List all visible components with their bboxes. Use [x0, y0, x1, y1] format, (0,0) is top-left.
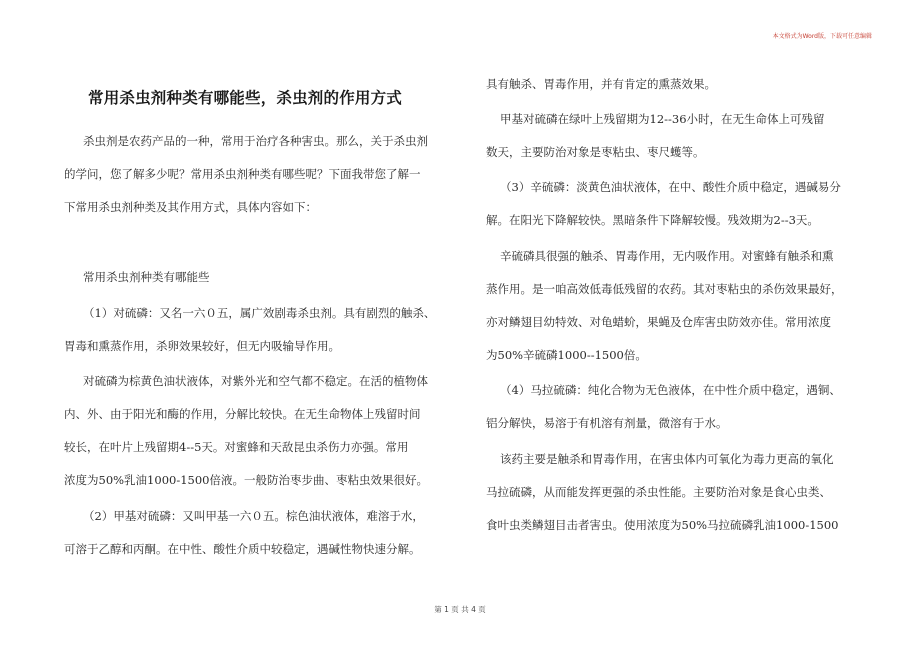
- paragraph-line: （4）马拉硫磷：纯化合物为无色液体，在中性介质中稳定，遇铜、: [500, 383, 841, 397]
- paragraph-line: 铝分解快，易溶于有机溶有剂量，微溶有于水。: [486, 416, 728, 430]
- paragraph-line: 辛硫磷具很强的触杀、胃毒作用，无内吸作用。对蜜蜂有触杀和熏: [500, 249, 834, 263]
- paragraph-line: （3）辛硫磷：淡黄色油状液体，在中、酸性介质中稳定，遇碱易分: [500, 180, 841, 194]
- paragraph-line: 可溶于乙醇和丙酮。在中性、酸性介质中较稳定，遇碱性物快速分解。: [64, 542, 421, 556]
- paragraph-line: 胃毒和熏蒸作用，杀卵效果较好，但无内吸输导作用。: [64, 339, 340, 353]
- paragraph-line: 对硫磷为棕黄色油状液体，对紫外光和空气都不稳定。在活的植物体: [83, 374, 428, 388]
- paragraph-line: 杀虫剂是农药产品的一种，常用于治疗各种害虫。那么，关于杀虫剂: [83, 134, 428, 148]
- paragraph-line: 数天，主要防治对象是枣粘虫、枣尺蠖等。: [486, 145, 705, 159]
- paragraph-line: 食叶虫类鳞翅目击者害虫。使用浓度为50%马拉硫磷乳油1000-1500: [486, 518, 839, 532]
- paragraph-line: 为50%辛硫磷1000--1500倍。: [486, 348, 647, 362]
- paragraph-line: 该药主要是触杀和胃毒作用，在害虫体内可氧化为毒力更高的氧化: [500, 452, 834, 466]
- document-title: 常用杀虫剂种类有哪能些，杀虫剂的作用方式: [88, 89, 403, 107]
- paragraph-line: 亦对鳞翅目幼特效、对龟蜡蚧，果蝇及仓库害虫防效亦佳。常用浓度: [486, 315, 831, 329]
- paragraph-line: 具有触杀、胃毒作用，并有肯定的熏蒸效果。: [486, 77, 716, 91]
- paragraph-line: 浓度为50%乳油1000-1500倍液。一般防治枣步曲、枣粘虫效果很好。: [64, 473, 428, 487]
- paragraph-line: （2）甲基对硫磷：又叫甲基一六０五。棕色油状液体，难溶于水，: [83, 509, 424, 523]
- page-number: 第 1 页 共 4 页: [434, 605, 486, 614]
- paragraph-line: 甲基对硫磷在绿叶上残留期为12--36小时，在无生命体上可残留: [500, 112, 825, 126]
- paragraph-line: （1）对硫磷：又名一六０五，属广效剧毒杀虫剂。具有剧烈的触杀、: [83, 306, 436, 320]
- paragraph-line: 解。在阳光下降解较快。黑暗条件下降解较慢。残效期为2--3天。: [486, 213, 819, 227]
- paragraph-line: 内、外、由于阳光和酶的作用，分解比较快。在无生命物体上残留时间: [64, 407, 421, 421]
- paragraph-line: 蒸作用。是一咱高效低毒低残留的农药。其对枣粘虫的杀伤效果最好，: [486, 282, 843, 296]
- watermark-text: 本文格式为Word版，下载可任意编辑: [772, 33, 872, 40]
- paragraph-line: 马拉硫磷，从而能发挥更强的杀虫性能。主要防治对象是食心虫类、: [486, 485, 831, 499]
- paragraph-line: 较长，在叶片上残留期4--5天。对蜜蜂和天敌昆虫杀伤力亦强。常用: [64, 440, 409, 454]
- paragraph-line: 下常用杀虫剂种类及其作用方式，具体内容如下：: [64, 200, 317, 214]
- section-heading: 常用杀虫剂种类有哪能些: [83, 270, 210, 284]
- paragraph-line: 的学问，您了解多少呢？常用杀虫剂种类有哪些呢？下面我带您了解一: [64, 167, 421, 181]
